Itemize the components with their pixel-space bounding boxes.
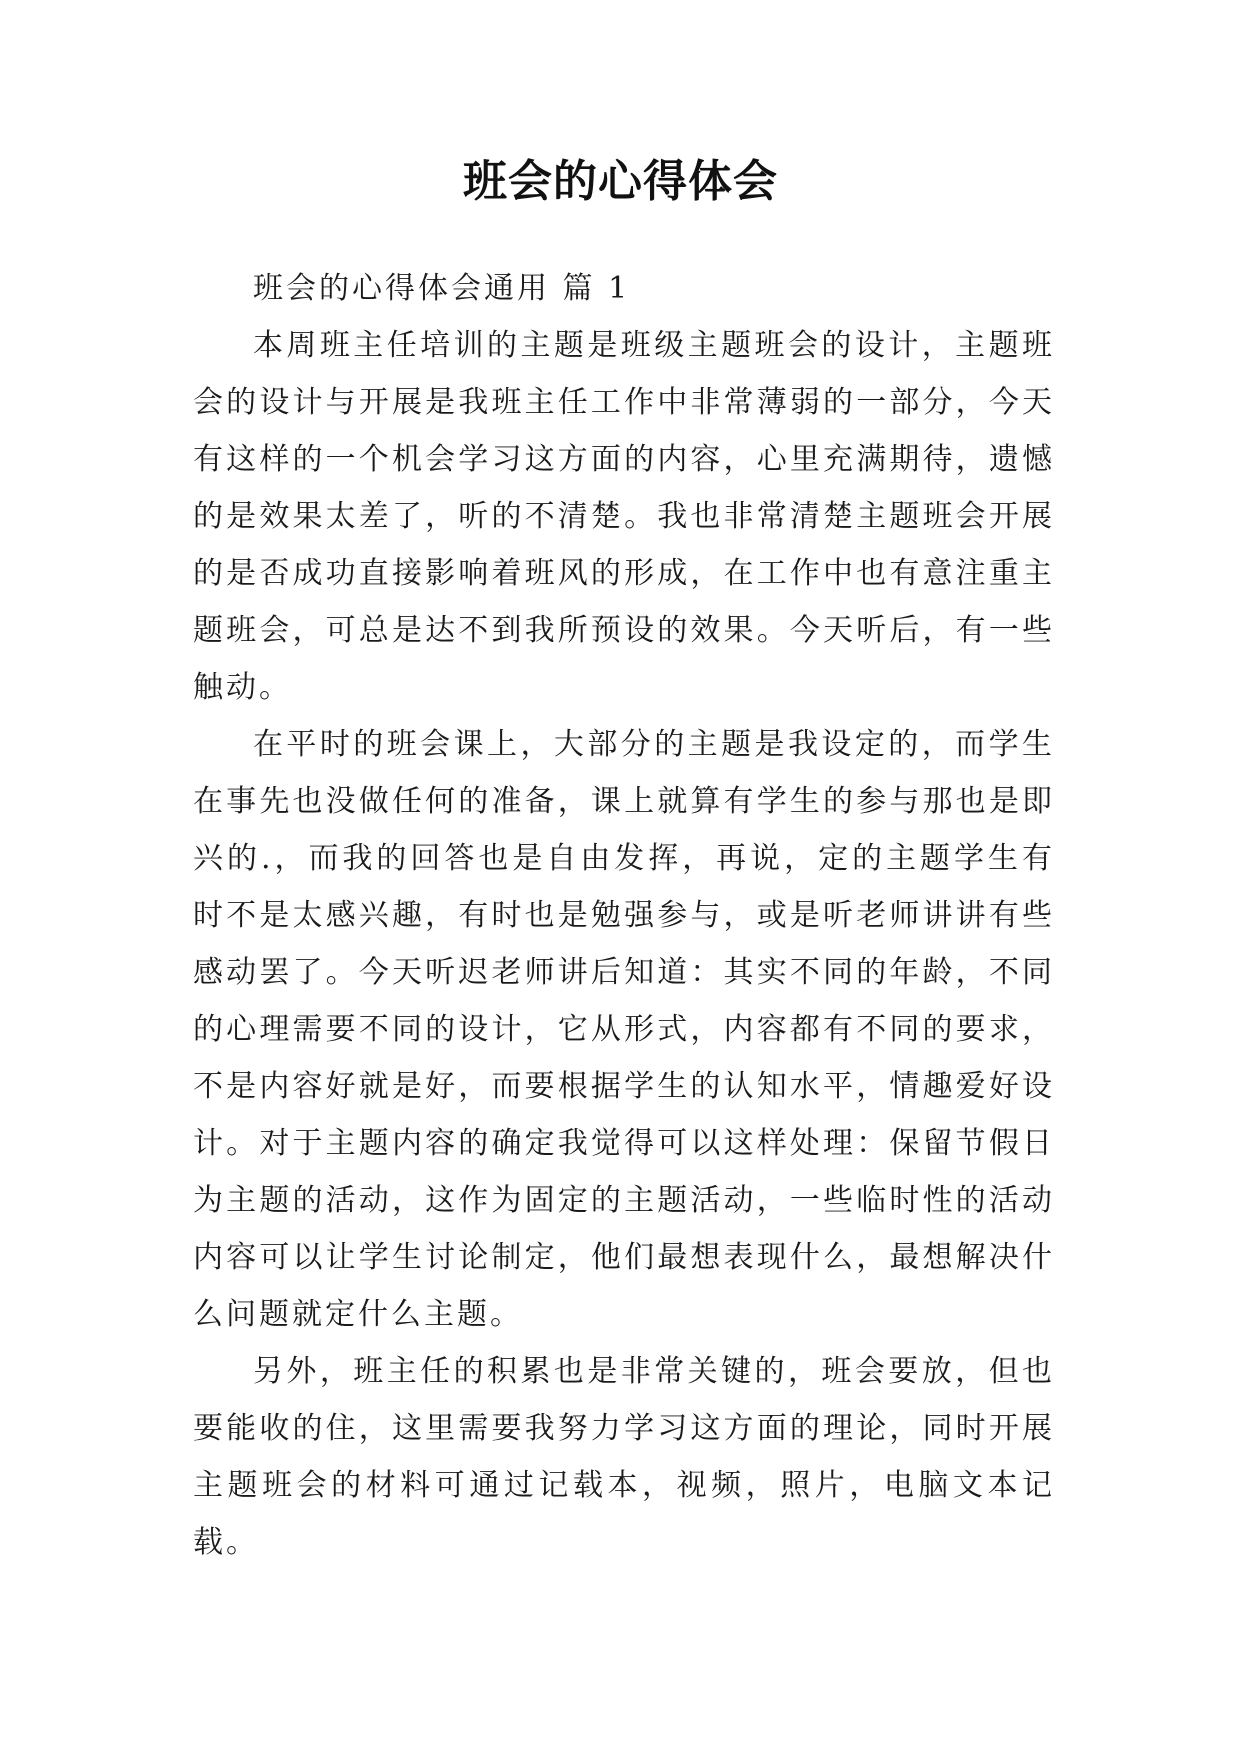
paragraph-2: 在平时的班会课上，大部分的主题是我设定的，而学生在事先也没做任何的准备，课上就算有学生的参与那也是即兴的.，而我的回答也是自由发挥，再说，定的主题学生有时不是太感兴趣，有时也是勉强参与，或是听老师讲讲有些感动罢了。今天听迟老师讲后知道：其实不同的年龄，不同的心理需要不同的设计，它从形式，内容都有不同的要求，不是内容好就是好，而要根据学生的认知水平，情趣爱好设计。对于主题内容的确定我觉得可以这样处理：保留节假日为主题的活动，这作为固定的主题活动，一些临时性的活动内容可以让学生讨论制定，他们最想表现什么，最想解决什么问题就定什么主题。	[193, 727, 1055, 1332]
section-heading: 班会的心得体会通用 篇 1	[253, 271, 631, 306]
paragraph-1: 本周班主任培训的主题是班级主题班会的设计，主题班会的设计与开展是我班主任工作中非常薄弱的一部分，今天有这样的一个机会学习这方面的内容，心里充满期待，遗憾的是效果太差了，听的不清楚。我也非常清楚主题班会开展的是否成功直接影响着班风的形成，在工作中也有意注重主题班会，可总是达不到我所预设的效果。今天听后，有一些触动。	[193, 328, 1055, 705]
document-title: 班会的心得体会	[463, 156, 778, 207]
document-body	[193, 260, 1055, 1571]
paragraph-3: 另外，班主任的积累也是非常关键的，班会要放，但也要能收的住，这里需要我努力学习这方面的理论，同时开展主题班会的材料可通过记载本，视频，照片，电脑文本记载。	[193, 1354, 1055, 1560]
